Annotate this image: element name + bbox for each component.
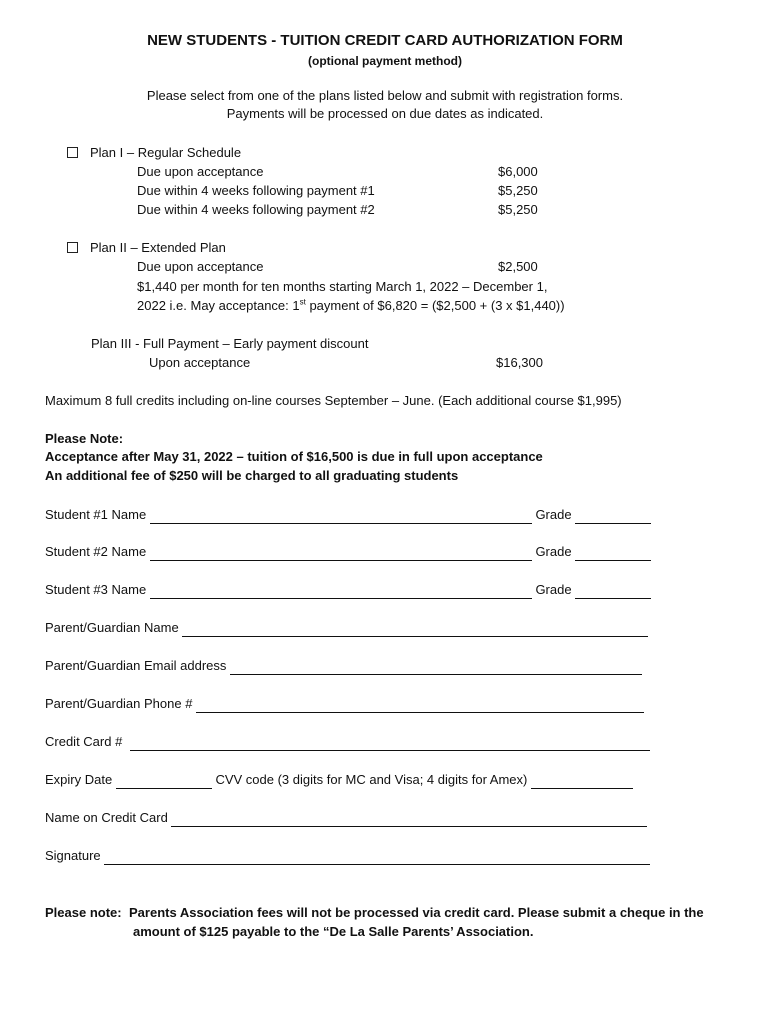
plan-2-line-3: 2022 i.e. May acceptance: 1st payment of $6,820 = ($2,500 + (3 x $1,440)): [137, 297, 565, 313]
student-1-row: [45, 505, 651, 524]
parent-phone-input[interactable]: [196, 698, 644, 713]
name-on-card-input[interactable]: [171, 812, 647, 827]
expiry-input[interactable]: [116, 774, 212, 789]
plan-3-row-label: Upon acceptance: [149, 355, 251, 370]
cvv-input[interactable]: [531, 774, 633, 789]
student-1-grade-label: Grade: [535, 507, 572, 522]
student-2-row: [45, 542, 651, 561]
student-3-row: [45, 580, 651, 599]
max-credits-text: Maximum 8 full credits including on-line courses September – June. (Each additional course $1,995): [45, 393, 622, 408]
student-3-grade-label: Grade: [535, 582, 572, 597]
plan-2-option[interactable]: [67, 238, 226, 257]
expiry-cvv-row: [45, 770, 633, 789]
name-on-card-row: [45, 808, 647, 827]
credit-card-label: Credit Card #: [45, 734, 123, 749]
student-2-label: Student #2 Name: [45, 544, 147, 559]
form-subtitle: (optional payment method): [308, 54, 462, 68]
student-1-name-input[interactable]: [150, 509, 532, 524]
plan-1-row-2-label: Due within 4 weeks following payment #1: [137, 183, 375, 198]
parent-email-row: [45, 656, 642, 675]
footer-note-label: Please note:: [45, 905, 122, 920]
parent-email-input[interactable]: [230, 660, 642, 675]
parent-phone-row: [45, 694, 644, 713]
note-heading: Please Note:: [45, 431, 124, 446]
credit-card-input[interactable]: [130, 736, 650, 751]
plan-2-title: Plan II – Extended Plan: [90, 240, 226, 255]
signature-input[interactable]: [104, 850, 650, 865]
student-3-grade-input[interactable]: [575, 584, 651, 599]
plan-1-row-1-amount: $6,000: [498, 164, 538, 179]
student-3-label: Student #3 Name: [45, 582, 147, 597]
plan-1-row-1-label: Due upon acceptance: [137, 164, 264, 179]
plan-1-option[interactable]: [67, 143, 241, 162]
plan-2-checkbox[interactable]: [67, 242, 78, 253]
footer-note-line-2: amount of $125 payable to the “De La Salle Parents’ Association.: [133, 924, 534, 939]
form-title: NEW STUDENTS - TUITION CREDIT CARD AUTHORIZATION FORM: [147, 32, 623, 49]
intro-line-2: Payments will be processed on due dates as indicated.: [226, 106, 544, 121]
parent-name-input[interactable]: [182, 622, 648, 637]
footer-note-line-1: Parents Association fees will not be processed via credit card. Please submit a cheque in the: [129, 905, 704, 920]
plan-1-row-3-label: Due within 4 weeks following payment #2: [137, 202, 375, 217]
plan-1-row-3-amount: $5,250: [498, 202, 538, 217]
student-2-grade-input[interactable]: [575, 546, 651, 561]
student-3-name-input[interactable]: [150, 584, 532, 599]
student-1-label: Student #1 Name: [45, 507, 147, 522]
cvv-label: CVV code (3 digits for MC and Visa; 4 digits for Amex): [215, 772, 528, 787]
parent-name-row: [45, 618, 648, 637]
name-on-card-label: Name on Credit Card: [45, 810, 168, 825]
note-line-1: Acceptance after May 31, 2022 – tuition of $16,500 is due in full upon acceptance: [45, 449, 543, 464]
parent-phone-label: Parent/Guardian Phone #: [45, 696, 193, 711]
plan-1-checkbox[interactable]: [67, 147, 78, 158]
plan-3-row-amount: $16,300: [496, 355, 543, 370]
plan-2-line-2: $1,440 per month for ten months starting March 1, 2022 – December 1,: [137, 279, 548, 294]
parent-email-label: Parent/Guardian Email address: [45, 658, 227, 673]
plan-3-title: Plan III - Full Payment – Early payment discount: [91, 336, 369, 351]
student-1-grade-input[interactable]: [575, 509, 651, 524]
credit-card-row: [45, 732, 650, 751]
note-line-2: An additional fee of $250 will be charged to all graduating students: [45, 468, 459, 483]
parent-name-label: Parent/Guardian Name: [45, 620, 179, 635]
plan-2-row-1-label: Due upon acceptance: [137, 259, 264, 274]
plan-2-row-1-amount: $2,500: [498, 259, 538, 274]
signature-row: [45, 846, 650, 865]
intro-line-1: Please select from one of the plans listed below and submit with registration forms.: [146, 88, 624, 103]
student-2-grade-label: Grade: [535, 544, 572, 559]
plan-1-title: Plan I – Regular Schedule: [90, 145, 242, 160]
plan-1-row-2-amount: $5,250: [498, 183, 538, 198]
expiry-label: Expiry Date: [45, 772, 113, 787]
signature-label: Signature: [45, 848, 101, 863]
student-2-name-input[interactable]: [150, 546, 532, 561]
